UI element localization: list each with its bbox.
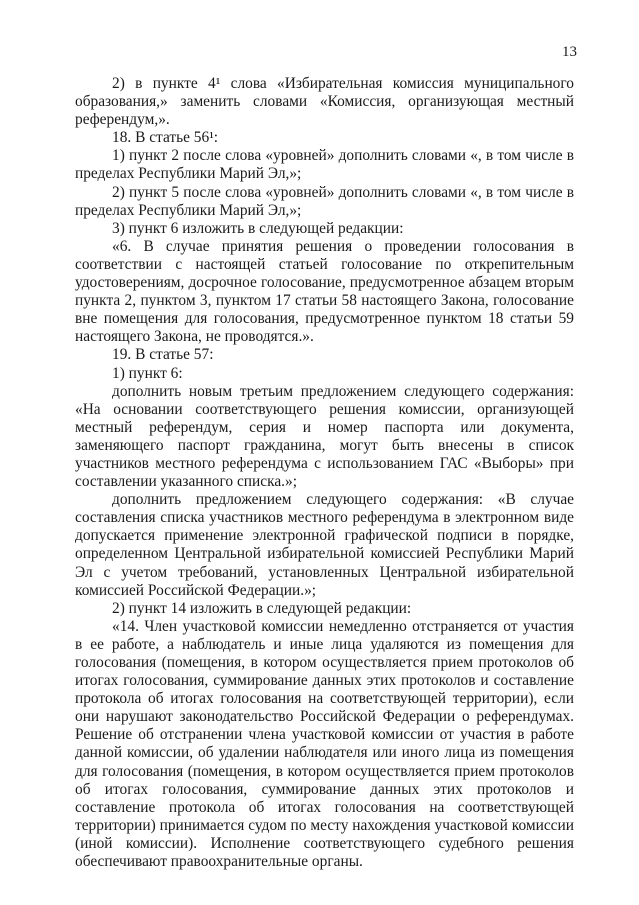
document-body — [75, 75, 574, 871]
paragraph-4: 2) пункт 5 после слова «уровней» дополнить словами «, в том числе в пределах Республики Марий Эл,»; — [75, 183, 574, 219]
paragraph-2: 18. В статье 56¹: — [112, 129, 219, 147]
paragraph-11: 2) пункт 14 изложить в следующей редакции: — [112, 599, 412, 617]
paragraph-1: 2) в пункте 4¹ слова «Избирательная комиссия муниципального образования,» заменить словами «Комиссия, организующая местный референдум,». — [75, 75, 574, 129]
paragraph-6: «6. В случае принятия решения о проведении голосования в соответствии с настоящей статьей голосование по открепительным удостоверениям, досрочное голосование, предусмотренное абзацем вторым пункта 2, пунктом 3, пунктом 17 статьи 58 настоящего Закона, голосование вне помещения для голосования, предусмотренное пунктом 18 статьи 59 настоящего Закона, не проводятся.». — [75, 237, 574, 346]
page-number: 13 — [562, 44, 577, 60]
paragraph-10: дополнить предложением следующего содержания: «В случае составления списка участников местного референдума в электронном виде допускается применение электронной графической подписи в порядке, определенном Центральной избирательной комиссией Республики Марий Эл с учетом требований, установленных Центральной избирательной комиссией Российской Федерации.»; — [75, 491, 574, 599]
paragraph-7: 19. В статье 57: — [112, 346, 214, 364]
paragraph-3: 1) пункт 2 после слова «уровней» дополнить словами «, в том числе в пределах Республики Марий Эл,»; — [75, 147, 574, 183]
paragraph-9: дополнить новым третьим предложением следующего содержания: «На основании соответствующего решения комиссии, организующей местный референдум, серия и номер паспорта или документа, заменяющего паспорт гражданина, могут быть внесены в список участников местного референдума с использованием ГАС «Выборы» при составлении указанного списка.»; — [75, 382, 574, 491]
paragraph-5: 3) пункт 6 изложить в следующей редакции: — [112, 219, 404, 237]
paragraph-8: 1) пункт 6: — [112, 364, 183, 382]
paragraph-12: «14. Член участковой комиссии немедленно отстраняется от участия в ее работе, а наблюдатель и иные лица удаляются из помещения для голосования (помещения, в котором осуществляется прием протоколов об итогах голосования, суммирование данных этих протоколов и составление протокола об итогах голосования на соответствующей территории), если они нарушают законодательство Российской Федерации о референдумах. Решение об отстранении члена участковой комиссии от участия в работе данной комиссии, об удалении наблюдателя или иного лица из помещения для голосования (помещения, в котором осуществляется прием протоколов об итогах голосования, суммирование данных этих протоколов и составление протокола об итогах голосования на соответствующей территории) принимается судом по месту нахождения участковой комиссии (иной комиссии). Исполнение соответствующего судебного решения обеспечивают правоохранительные органы. — [75, 617, 574, 871]
